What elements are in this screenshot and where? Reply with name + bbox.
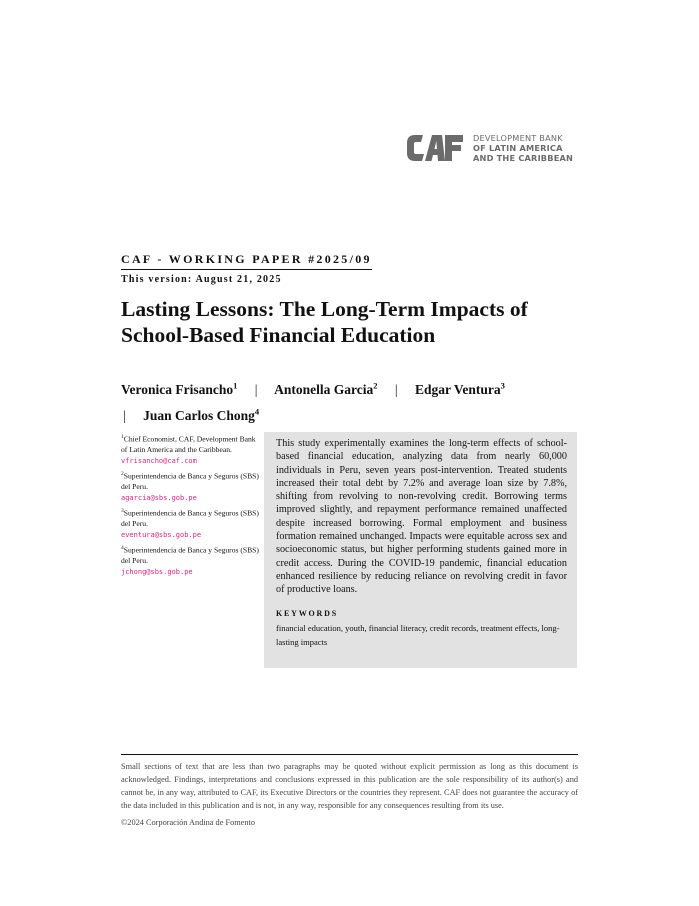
affiliation-item	[121, 432, 261, 466]
author-mark: 4	[254, 406, 260, 417]
series-header	[121, 248, 372, 285]
series-title: CAF - WORKING PAPER #2025/09	[121, 252, 372, 270]
caf-logo	[405, 133, 573, 163]
affiliation-text: Superintendencia de Banca y Seguros (SBS) del Peru.	[121, 508, 259, 529]
affiliation-text: Superintendencia de Banca y Seguros (SBS) del Peru.	[121, 545, 259, 566]
copyright-notice: Small sections of text that are less than two paragraphs may be quoted without explicit permission as long as this document is acknowledged. Findings, interpretations and conclusions expressed in this publication are the sole responsibility of its author(s) and cannot be, in any way, attributed to CAF, its Executive Directors or the countries they represent. CAF does not guarantee the accuracy of the data included in this publication and is not, in any way, responsible for any consequences resulting from its use.	[121, 762, 578, 810]
author-name: Antonella Garcia	[274, 381, 374, 397]
affiliation-mark: 1	[121, 434, 124, 440]
footer-divider	[121, 754, 578, 755]
author-mark: 1	[233, 380, 238, 390]
affiliation-item	[121, 543, 261, 577]
author	[121, 382, 237, 397]
author-email-link[interactable]: jchong@sbs.gob.pe	[121, 567, 193, 576]
author	[415, 382, 505, 397]
copyright-line: ©2024 Corporación Andina de Fomento	[121, 818, 255, 827]
affiliations	[121, 432, 261, 580]
logo-wordmark	[473, 133, 573, 163]
author-email-link[interactable]: eventura@sbs.gob.pe	[121, 530, 202, 539]
affiliation-item	[121, 469, 261, 503]
abstract-text: This study experimentally examines the long-term effects of school-based financial education, analyzing data from nearly 60,000 individuals in Peru, seven years post-intervention. Treated students increased their total debt by 7.2% and average loan size by 7.8%, shifting from revolving to non-revolving credit. Borrowing terms improved slightly, and repayment performance remained unaffected despite increased borrowing. Formal employment and business formation remained unchanged. Impacts were equitable across sex and socioeconomic status, but higher performing students gained more in credit access. During the COVID-19 pandemic, financial education enhanced resilience by reducing reliance on revolving credit in favor of productive loans.	[276, 438, 567, 596]
author-name: Juan Carlos Chong	[143, 408, 255, 423]
affiliation-mark: 4	[121, 545, 124, 552]
author-email-link[interactable]: vfrisancho@caf.com	[121, 456, 197, 465]
author	[143, 408, 259, 423]
keywords-heading: KEYWORDS	[276, 608, 338, 618]
author-separator: |	[394, 381, 398, 397]
author-mark: 2	[373, 380, 378, 390]
author-separator: |	[254, 381, 258, 397]
author-name: Veronica Frisancho	[121, 381, 234, 397]
author-mark: 3	[500, 380, 505, 390]
affiliation-mark: 3	[121, 508, 124, 515]
author-email-link[interactable]: agarcia@sbs.gob.pe	[121, 493, 197, 502]
affiliation-text: Chief Economist, CAF, Development Bank of Latin America and the Caribbean.	[121, 434, 256, 455]
affiliation-mark: 2	[121, 471, 124, 478]
logo-line-3: AND THE CARIBBEAN	[473, 153, 574, 163]
footer	[121, 754, 578, 827]
author-list	[121, 374, 581, 427]
author-separator: |	[123, 408, 126, 423]
keywords-list: financial education, youth, financial literacy, credit records, treatment effects, long-lasting impacts	[276, 622, 560, 647]
abstract-box	[264, 432, 577, 668]
caf-logo-mark-icon	[405, 133, 465, 163]
author	[274, 382, 377, 397]
logo-line-2: OF LATIN AMERICA	[473, 143, 563, 153]
author-name: Edgar Ventura	[414, 381, 501, 397]
paper-title: Lasting Lessons: The Long-Term Impacts of School-Based Financial Education	[121, 297, 528, 347]
version-date: This version: August 21, 2025	[121, 274, 282, 285]
affiliation-item	[121, 506, 261, 540]
logo-line-1: DEVELOPMENT BANK	[473, 133, 563, 143]
affiliation-text: Superintendencia de Banca y Seguros (SBS) del Peru.	[121, 471, 259, 492]
